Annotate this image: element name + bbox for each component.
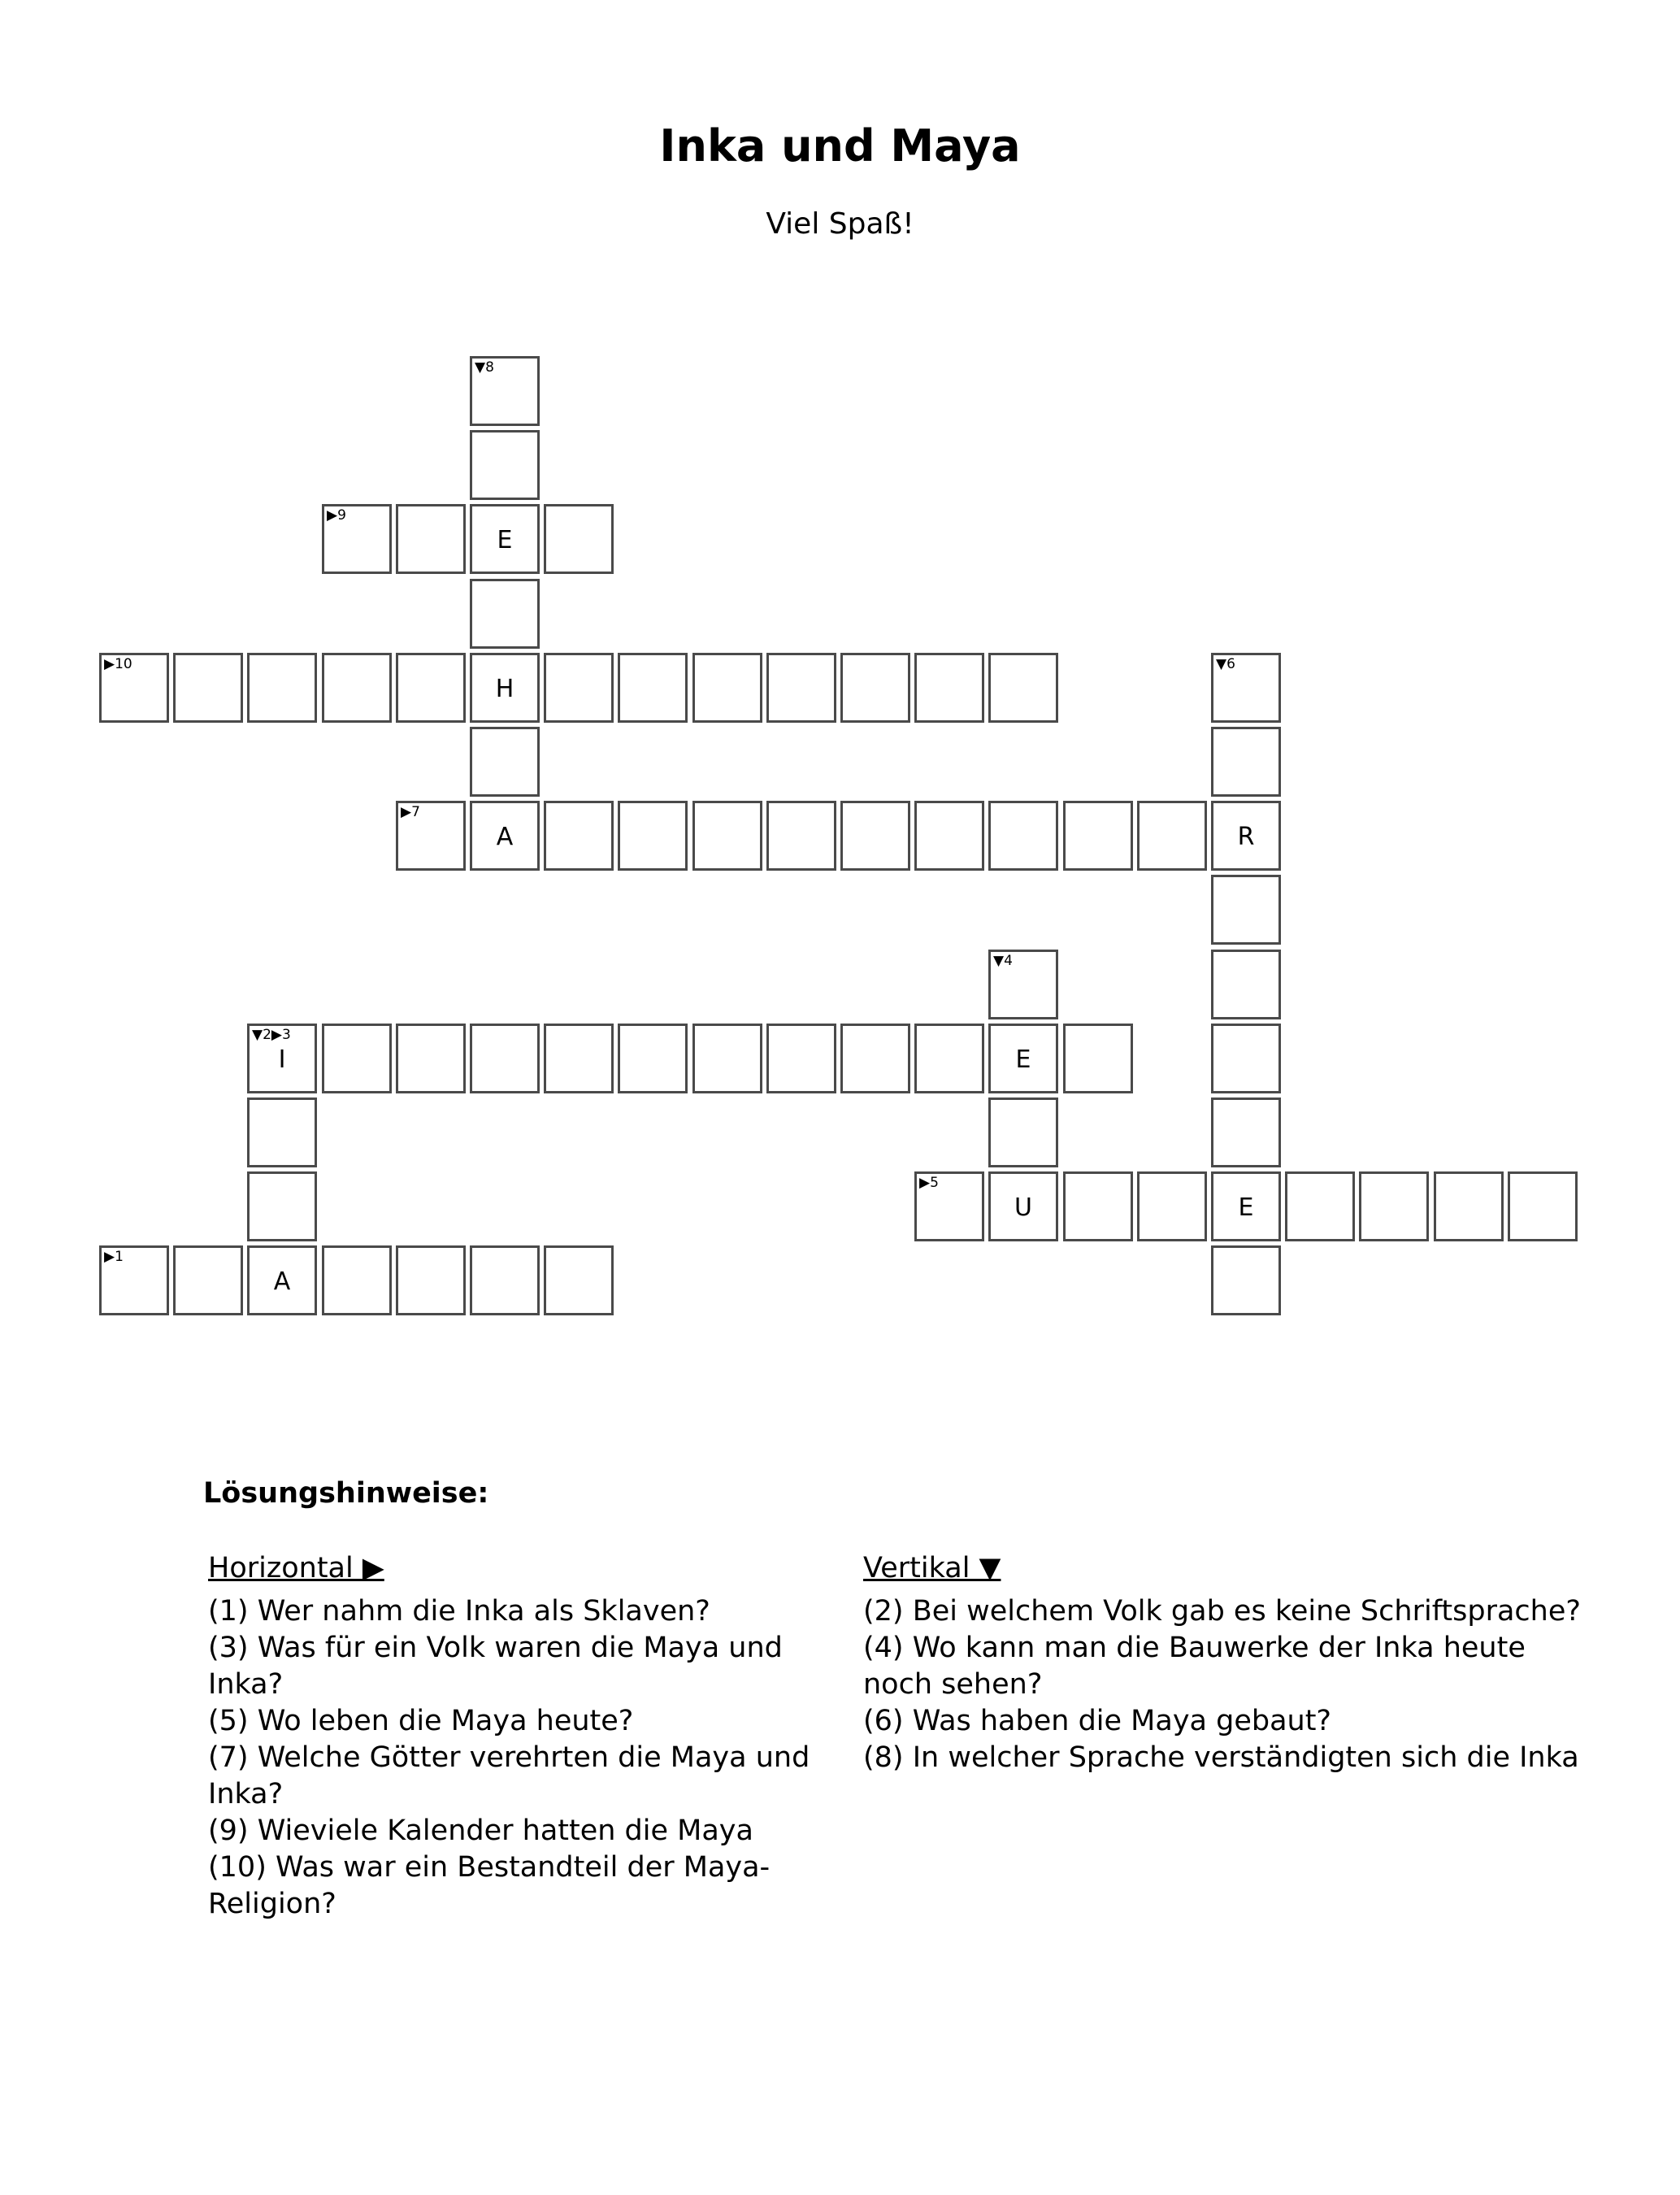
- crossword-cell[interactable]: [396, 1245, 466, 1315]
- crossword-cell[interactable]: [1063, 1024, 1133, 1093]
- clue-number: ▼6: [1216, 656, 1235, 672]
- crossword-cell[interactable]: [470, 727, 540, 797]
- crossword-cell[interactable]: [544, 801, 614, 871]
- clue-v-8: (8) In welcher Sprache verständigten sich die Inka: [863, 1741, 1579, 1774]
- crossword-cell[interactable]: [544, 1024, 614, 1093]
- clue-h-5: (5) Wo leben die Maya heute?: [208, 1705, 634, 1737]
- crossword-cell[interactable]: [840, 653, 910, 723]
- given-letter: I: [278, 1045, 286, 1074]
- crossword-cell[interactable]: [544, 653, 614, 723]
- clue-h-3: (3) Was für ein Volk waren die Maya und Inka?: [208, 1632, 783, 1701]
- given-letter: A: [273, 1267, 291, 1296]
- crossword-cell[interactable]: [322, 1024, 392, 1093]
- clue-h-9: (9) Wieviele Kalender hatten die Maya: [208, 1815, 753, 1847]
- crossword-cell[interactable]: [247, 653, 317, 723]
- crossword-cell[interactable]: [1211, 1171, 1281, 1241]
- crossword-cell[interactable]: [1211, 1245, 1281, 1315]
- crossword-cell[interactable]: [1211, 950, 1281, 1019]
- crossword-cell[interactable]: [1359, 1171, 1429, 1241]
- crossword-cell[interactable]: [470, 1245, 540, 1315]
- given-letter: H: [495, 675, 514, 703]
- crossword-cell[interactable]: [1434, 1171, 1504, 1241]
- crossword-cell[interactable]: [618, 801, 688, 871]
- page-subtitle: Viel Spaß!: [766, 207, 914, 241]
- crossword-cell[interactable]: [840, 801, 910, 871]
- crossword-cell[interactable]: [470, 579, 540, 649]
- clue-v-2: (2) Bei welchem Volk gab es keine Schriftsprache?: [863, 1595, 1581, 1628]
- crossword-cell[interactable]: [988, 1024, 1058, 1093]
- crossword-cell[interactable]: [840, 1024, 910, 1093]
- clue-h-1: (1) Wer nahm die Inka als Sklaven?: [208, 1595, 710, 1628]
- crossword-cell[interactable]: [914, 801, 984, 871]
- crossword-cell[interactable]: [1211, 653, 1281, 723]
- crossword-cell[interactable]: [1285, 1171, 1355, 1241]
- crossword-cell[interactable]: [470, 1024, 540, 1093]
- crossword-cell[interactable]: [766, 653, 836, 723]
- crossword-cell[interactable]: [692, 801, 762, 871]
- crossword-cell[interactable]: [544, 1245, 614, 1315]
- clue-number: ▼2▶3: [252, 1027, 291, 1043]
- crossword-cell[interactable]: [470, 356, 540, 426]
- crossword-cell[interactable]: [1211, 1024, 1281, 1093]
- clue-number: ▶9: [327, 507, 346, 524]
- crossword-cell[interactable]: [1211, 801, 1281, 871]
- crossword-cell[interactable]: [396, 653, 466, 723]
- given-letter: U: [1014, 1193, 1032, 1222]
- clue-h-7: (7) Welche Götter verehrten die Maya und Inka?: [208, 1741, 810, 1810]
- clue-number: ▼4: [993, 953, 1013, 969]
- crossword-cell[interactable]: [914, 653, 984, 723]
- crossword-cell[interactable]: [618, 1024, 688, 1093]
- given-letter: E: [1238, 1193, 1254, 1222]
- crossword-cell[interactable]: [247, 1098, 317, 1167]
- crossword-cell[interactable]: [766, 801, 836, 871]
- crossword-cell[interactable]: [470, 504, 540, 574]
- crossword-cell[interactable]: [247, 1024, 317, 1093]
- crossword-cell[interactable]: [766, 1024, 836, 1093]
- crossword-cell[interactable]: [1063, 801, 1133, 871]
- crossword-cell[interactable]: [988, 1098, 1058, 1167]
- crossword-cell[interactable]: [618, 653, 688, 723]
- crossword-cell[interactable]: [396, 1024, 466, 1093]
- crossword-cell[interactable]: [988, 801, 1058, 871]
- clue-number: ▶1: [104, 1249, 124, 1265]
- crossword-cell[interactable]: [1137, 801, 1207, 871]
- given-letter: E: [1015, 1045, 1031, 1074]
- crossword-cell[interactable]: [914, 1024, 984, 1093]
- crossword-cell[interactable]: [544, 504, 614, 574]
- crossword-cell[interactable]: [470, 430, 540, 500]
- given-letter: R: [1237, 823, 1255, 851]
- clue-number: ▼8: [475, 359, 494, 376]
- clue-v-6: (6) Was haben die Maya gebaut?: [863, 1705, 1331, 1737]
- crossword-cell[interactable]: [173, 653, 243, 723]
- crossword-cell[interactable]: [173, 1245, 243, 1315]
- horizontal-clues: [208, 1550, 826, 1923]
- clue-number: ▶7: [401, 804, 420, 820]
- crossword-cell[interactable]: [322, 1245, 392, 1315]
- hints-title: Lösungshinweise:: [203, 1477, 489, 1510]
- crossword-cell[interactable]: [1063, 1171, 1133, 1241]
- crossword-cell[interactable]: [99, 653, 169, 723]
- crossword-cell[interactable]: [322, 653, 392, 723]
- page-title: Inka und Maya: [659, 120, 1021, 172]
- horizontal-heading: Horizontal ▶: [208, 1552, 384, 1584]
- crossword-cell[interactable]: [1508, 1171, 1578, 1241]
- crossword-cell[interactable]: [470, 653, 540, 723]
- clue-v-4: (4) Wo kann man die Bauwerke der Inka heute noch sehen?: [863, 1632, 1526, 1701]
- vertical-heading: Vertikal ▼: [863, 1552, 1001, 1584]
- given-letter: E: [497, 526, 513, 554]
- crossword-cell[interactable]: [99, 1245, 169, 1315]
- crossword-cell[interactable]: [988, 653, 1058, 723]
- clue-h-10: (10) Was war ein Bestandteil der Maya-Religion?: [208, 1851, 771, 1920]
- crossword-cell[interactable]: [396, 504, 466, 574]
- crossword-cell[interactable]: [1211, 727, 1281, 797]
- crossword-cell[interactable]: [247, 1245, 317, 1315]
- crossword-cell[interactable]: [322, 504, 392, 574]
- clue-number: ▶10: [104, 656, 132, 672]
- crossword-cell[interactable]: [247, 1171, 317, 1241]
- crossword-cell[interactable]: [914, 1171, 984, 1241]
- crossword-cell[interactable]: [1137, 1171, 1207, 1241]
- crossword-cell[interactable]: [396, 801, 466, 871]
- given-letter: A: [496, 823, 514, 851]
- crossword-cell[interactable]: [692, 653, 762, 723]
- crossword-cell[interactable]: [1211, 1098, 1281, 1167]
- clue-number: ▶5: [919, 1175, 939, 1191]
- crossword-cell[interactable]: [470, 801, 540, 871]
- vertical-clues: [863, 1550, 1595, 1776]
- crossword-cell[interactable]: [988, 950, 1058, 1019]
- crossword-cell[interactable]: [692, 1024, 762, 1093]
- crossword-cell[interactable]: [988, 1171, 1058, 1241]
- crossword-cell[interactable]: [1211, 875, 1281, 945]
